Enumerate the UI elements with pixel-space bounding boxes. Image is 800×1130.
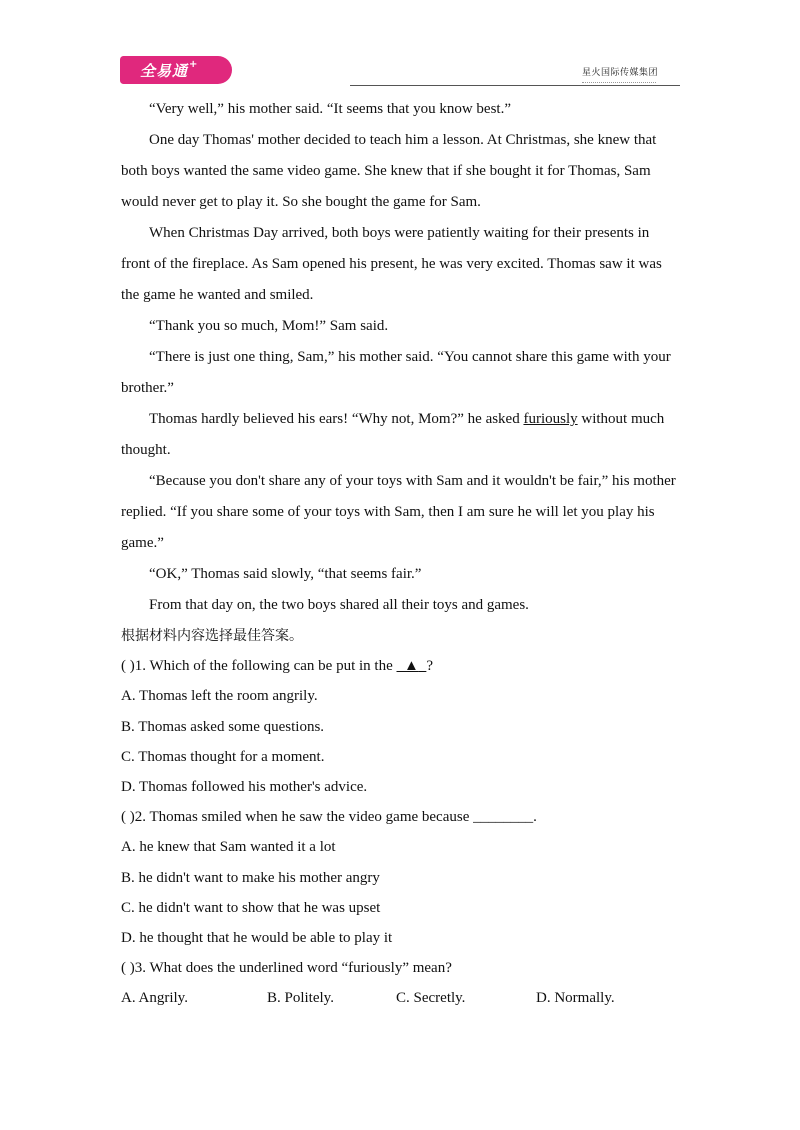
passage-paragraph: When Christmas Day arrived, both boys were patiently waiting for their presents in front of the fireplace. As Sam opened his present, he was very excited. Thomas saw it was the game he wanted and smiled. — [121, 225, 662, 303]
question-option: D. Thomas followed his mother's advice. — [121, 779, 368, 796]
question-text: ? — [426, 658, 434, 675]
paragraph-text: Thomas hardly believed his ears! “Why not, Mom?” he asked — [149, 411, 524, 427]
question-option: A. he knew that Sam wanted it a lot — [121, 839, 336, 856]
publisher-name: 星火国际传媒集团 — [581, 68, 658, 78]
document-body — [121, 94, 681, 1014]
questions-section — [121, 621, 681, 1014]
question-option: A. Angrily. — [121, 990, 188, 1007]
triangle-icon: ▲ — [404, 658, 419, 675]
passage-paragraph: “Very well,” his mother said. “It seems that you know best.” — [149, 101, 511, 117]
question-2-stem: ( )2. Thomas smiled when he saw the video game because ________. — [121, 809, 537, 826]
question-option: B. he didn't want to make his mother angry — [121, 869, 380, 886]
question-option: C. Thomas thought for a moment. — [121, 748, 325, 765]
question-1-stem — [121, 651, 681, 681]
question-option: B. Thomas asked some questions. — [121, 718, 325, 735]
question-option: D. he thought that he would be able to play it — [121, 930, 393, 947]
question-3-stem: ( )3. What does the underlined word “furiously” mean? — [121, 960, 452, 977]
question-3-options — [121, 983, 681, 1013]
question-option: C. he didn't want to show that he was upset — [121, 899, 381, 916]
passage-paragraph: “There is just one thing, Sam,” his mother said. “You cannot share this game with your brother.” — [121, 349, 671, 396]
question-option: C. Secretly. — [396, 990, 466, 1007]
passage-paragraph: “OK,” Thomas said slowly, “that seems fair.” — [149, 566, 422, 582]
logo-plus: + — [189, 58, 198, 70]
passage-paragraph: “Thank you so much, Mom!” Sam said. — [149, 318, 389, 334]
reading-passage — [121, 94, 681, 621]
underlined-word: furiously — [523, 411, 578, 427]
page-header — [120, 56, 680, 88]
question-option: A. Thomas left the room angrily. — [121, 688, 318, 705]
paragraph-text: without much thought. — [121, 411, 665, 458]
question-option: D. Normally. — [536, 990, 615, 1007]
passage-paragraph — [121, 404, 681, 466]
header-rule — [350, 85, 680, 86]
blank-marker — [397, 651, 427, 681]
question-text: ( )1. Which of the following can be put in the — [121, 658, 397, 675]
passage-paragraph: One day Thomas' mother decided to teach him a lesson. At Christmas, she knew that both boys wanted the same video game. She knew that if she bought it for Thomas, Sam would never get to play it. So she bought the game for Sam. — [121, 132, 657, 210]
publisher-mark — [582, 62, 658, 86]
logo-text: 全易通 — [140, 61, 189, 80]
passage-paragraph: “Because you don't share any of your toys with Sam and it wouldn't be fair,” his mother replied. “If you share some of your toys with Sam, then I am sure he will let you play his game.” — [121, 473, 676, 551]
instruction: 根据材料内容选择最佳答案。 — [121, 628, 303, 644]
brand-logo — [120, 56, 232, 84]
question-option: B. Politely. — [267, 990, 334, 1007]
passage-paragraph: From that day on, the two boys shared all their toys and games. — [149, 597, 529, 613]
